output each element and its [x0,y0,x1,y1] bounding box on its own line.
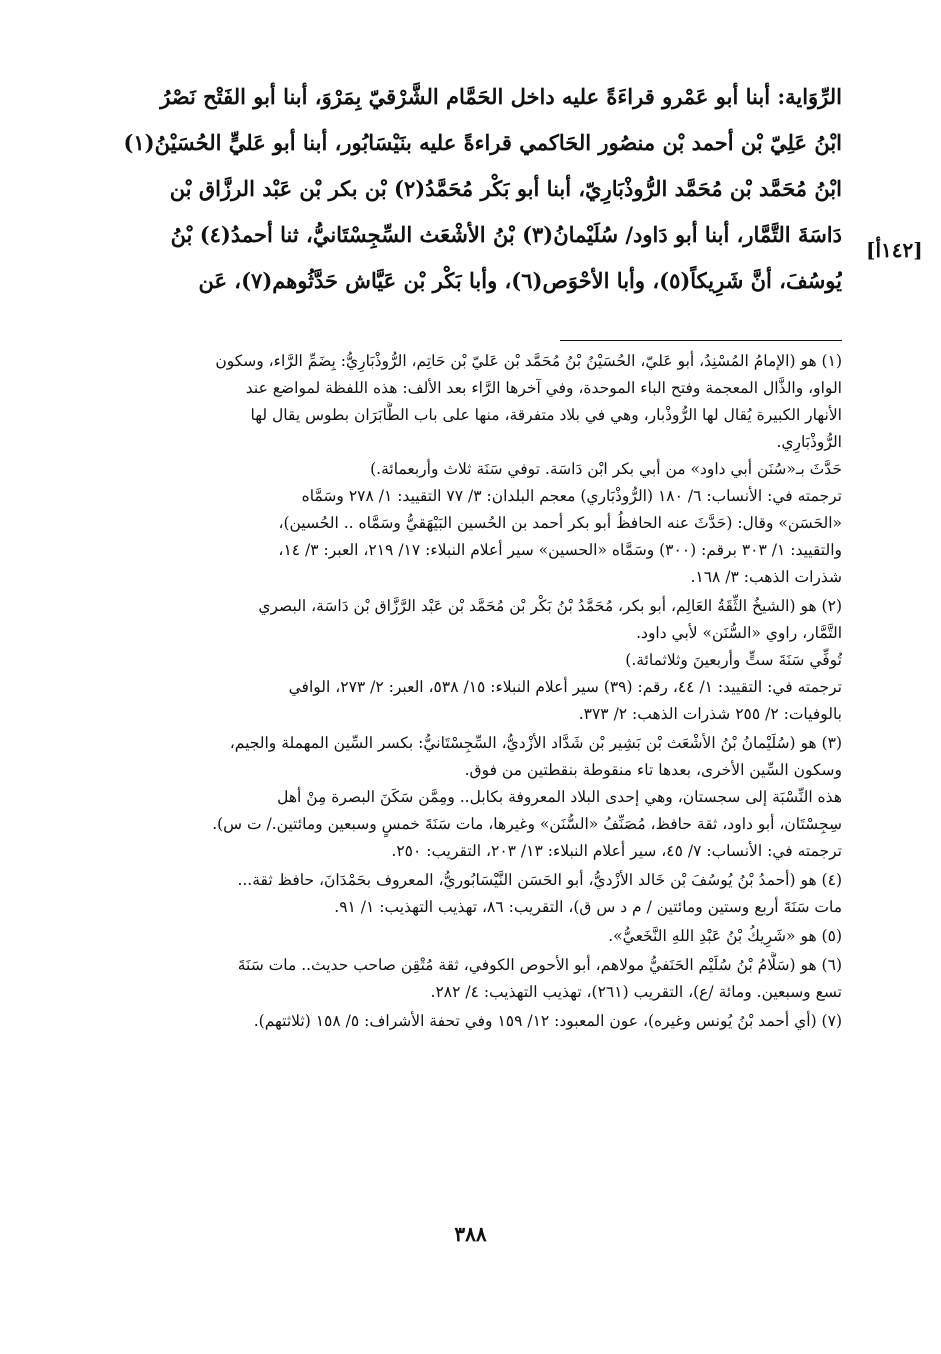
main-text-line: ابْنُ عَلِيّ بْن أحمد بْن منصُور الحَاكمي قراءةً عليه بنَيْسَابُور، أبنا أبو عَليٍّ الحُسَيْنُ(١) [123,130,842,155]
main-text-line: دَاسَةَ التَّمَّار، أبنا أبو دَاود/ سُلَيْمانُ(٣) بْنُ الأشْعَث السِّجِسْتَانيُّ، ثنا أحمدُ(٤) بْنُ [170,222,842,247]
footnote-line: مات سَنَةَ أربع وستين ومائتين / م د س ق)، التقريب: ٨٦، تهذيب التهذيب: ١/ ٩١. [334,898,842,916]
footnote-3 [76,730,842,865]
footnote-line: شذرات الذهب: ٣/ ١٦٨. [690,568,842,586]
footnote-2 [76,593,842,728]
footnote-7 [76,1008,842,1035]
footnote-line: (٥) هو «شَرِيكُ بْنُ عَبْدِ اللهِ النَّخَعيُّ». [608,927,842,945]
footnote-line: تسع وسبعين. ومائة /ع)، التقريب (٢٦١)، تهذيب التهذيب: ٤/ ٢٨٢. [430,983,842,1001]
footnote-line: ترجمته في: الأنساب: ٦/ ١٨٠ (الرُّوذْبَاري) معجم البلدان: ٣/ ٧٧ التقييد: ١/ ٢٧٨ وسَمَّاه [301,487,842,505]
footnote-line: (٣) هو (سُلَيْمانُ بْنُ الأشْعَث بْن بَشِير بْن شَدَّاد الأزْديُّ، السِّجِسْتَانيُّ: بكسر السِّين المهملة والجيم، [229,734,842,752]
footnote-5 [76,923,842,950]
footnote-line: «الحَسَن» وقال: (حَدَّثَ عنه الحافظُ أبو بكر أحمد بن الحُسين البَيْهَقيُّ وسَمَّاه .. الحُسين)، [278,514,842,532]
footnote-line: (٢) هو (الشيخُ الثِّقَةُ العَالِم، أبو بكر، مُحَمَّدُ بْنُ بَكْر بْن مُحَمَّد بْن عَبْد الرَّزَّاق بْن دَاسَة، البصري [258,597,842,615]
main-text-line: يُوسُفَ، أنَّ شَرِيكاً(٥)، وأبا الأحْوَص(٦)، وأبا بَكْر بْن عَيَّاش حَدَّثُوهم(٧)، عَن [198,268,842,293]
footnote-line: هذه النِّسْبَة إلى سجستان، وهي إحدى البلاد المعروفة بكابل.. ومِمَّن سَكَنَ البصرة مِنْ أهل [277,788,842,806]
footnote-line: (٦) هو (سَلَّامُ بْنُ سُلَيْم الحَنَفيُّ مولاهم، أبو الأحوص الكوفي، ثقة مُتْقِن صاحب حديث.. مات سَنَةَ [237,956,842,974]
footnote-line: (٤) هو (أحمدُ بْنُ يُوسُفَ بْن خَالد الأزْديُّ، أبو الحَسَن النَّيْسَابُوريُّ، المعروف بحَمْدَانَ، حافظ ثقة... [237,871,842,889]
footnote-line: الأنهار الكبيرة يُقال لها الرُّوذْبار، وهي في بلاد متفرقة، منها على باب الطَّابَرَان بطوس يقال لها [250,406,842,424]
footnote-line: بالوفيات: ٢/ ٢٥٥ شذرات الذهب: ٢/ ٣٧٣. [578,705,842,723]
main-text-block [80,74,842,304]
footnote-line: حَدَّثَ بـ«سُنَن أبي داود» من أبي بكر ابْن دَاسَة. توفي سَنَة ثلاث وأربعمائة.) [370,460,842,478]
footnote-separator [560,340,842,341]
footnote-line: سِجِسْتَان، أبو داود، ثقة حافظ، مُصَنِّفُ «السُّنَن» وغيرها، مات سَنَةَ خمسٍ وسبعين ومائتين./ ت س). [212,815,842,833]
footnote-1 [76,348,842,591]
footnote-line: والتقييد: ١/ ٣٠٣ برقم: (٣٠٠) وسَمَّاه «الحسين» سير أعلام النبلاء: ١٧/ ٢١٩، العبر: ٣/ ١٤، [278,541,842,559]
footnote-4 [76,867,842,921]
footnote-line: التَّمَّار، راوي «السُّنَن» لأبي داود. [636,624,842,642]
main-text-line: الرِّوَاية: أبنا أبو عَمْرو قراءَةً عليه داخل الحَمَّام الشَّرْقيّ بِمَرْوَ، أبنا أبو الفَتْح نَصْرُ [160,84,842,109]
footnote-line: (٧) (أي أحمد بْنُ يُونس وغيره)، عون المعبود: ١٢/ ١٥٩ وفي تحفة الأشراف: ٥/ ١٥٨ (ثلاثتهم). [253,1012,842,1030]
footnote-line: ترجمته في: الأنساب: ٧/ ٤٥، سير أعلام النبلاء: ١٣/ ٢٠٣، التقريب: ٢٥٠. [391,842,842,860]
footnote-line: الواو، والذَّال المعجمة وفتح الباء الموحدة، وفي آخرها الرَّاء بعد الألف: هذه اللفظة لمواضع عند [245,379,842,397]
footnotes-section [76,348,842,1035]
footnote-6 [76,952,842,1006]
footnote-line: الرُّوذْبَارِي. [776,433,842,451]
footnote-line: ترجمته في: التقييد: ١/ ٤٤، رقم: (٣٩) سير أعلام النبلاء: ١٥/ ٥٣٨، العبر: ٢/ ٢٧٣، الوافي [288,678,842,696]
footnote-line: وسكون السِّين الأخرى، بعدها تاء منقوطة بنقطتين من فوق. [464,761,842,779]
manuscript-folio-marker: [١٤٢أ] [866,238,923,262]
page-number: ٣٨٨ [454,1222,487,1246]
main-text-line: ابْنُ مُحَمَّد بْن مُحَمَّد الرُّوذْبَارِيّ، أبنا أبو بَكْر مُحَمَّدُ(٢) بْن بكر بْن عَبْد الرزَّاق بْن [169,176,842,201]
footnote-line: تُوفِّي سَنَةَ ستٍّ وأربعينَ وثلاثمائة.) [625,651,842,669]
footnote-line: (١) هو (الإمامُ المُسْنِدُ، أبو عَليّ، الحُسَيْنُ بْنُ مُحَمَّد بْن عَليّ بْن حَاتِم، الرُّوذْبَارِيُّ: بِضَمِّ الرَّاء، وسكون [215,352,842,370]
